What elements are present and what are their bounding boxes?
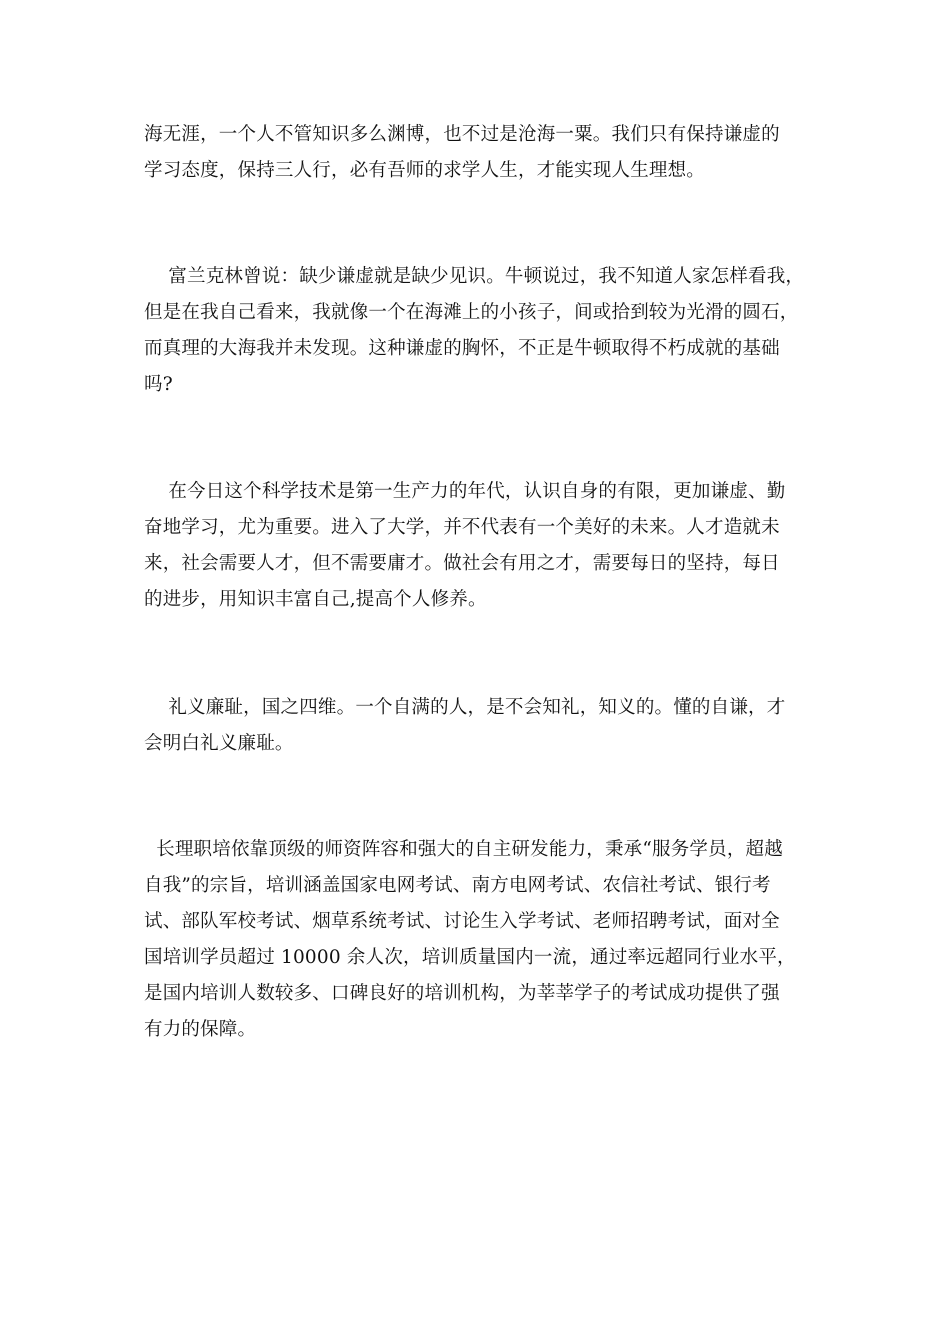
text-line: 会明白礼义廉耻。: [144, 733, 294, 754]
text-line: 奋地学习，尤为重要。进入了大学，并不代表有一个美好的未来。人才造就未: [144, 517, 780, 538]
paragraph-propriety: [144, 690, 785, 762]
text-line: 有力的保障。: [144, 1019, 257, 1040]
paragraph-training-promo: [144, 832, 796, 1048]
paragraph-humility-learning: [144, 117, 780, 189]
text-line: 是国内培训人数较多、口碑良好的培训机构，为莘莘学子的考试成功提供了强: [144, 983, 780, 1004]
text-line: 富兰克林曾说：缺少谦虚就是缺少见识。牛顿说过，我不知道人家怎样看我，: [144, 266, 805, 287]
text-line: 海无涯，一个人不管知识多么渊博，也不过是沧海一粟。我们只有保持谦虚的: [144, 124, 780, 145]
text-line: 学习态度，保持三人行，必有吾师的求学人生，才能实现人生理想。: [144, 160, 706, 181]
text-line: 长理职培依靠顶级的师资阵容和强大的自主研发能力，秉承“服务学员，超越: [144, 839, 783, 860]
text-line: 的进步，用知识丰富自己,提高个人修养。: [144, 589, 487, 610]
text-line: 国培训学员超过 10000 余人次，培训质量国内一流，通过率远超同行业水平，: [144, 947, 796, 968]
text-line: 来，社会需要人才，但不需要庸才。做社会有用之才，需要每日的坚持，每日: [144, 553, 780, 574]
text-line: 试、部队军校考试、烟草系统考试、讨论生入学考试、老师招聘考试，面对全: [144, 911, 780, 932]
text-line: 吗?: [144, 374, 173, 395]
paragraph-franklin-newton: [144, 259, 804, 403]
text-line: 在今日这个科学技术是第一生产力的年代，认识自身的有限，更加谦虚、勤: [144, 481, 786, 502]
text-line: 但是在我自己看来，我就像一个在海滩上的小孩子，间或拾到较为光滑的圆石，: [144, 302, 799, 323]
text-line: 自我”的宗旨，培训涵盖国家电网考试、南方电网考试、农信社考试、银行考: [144, 875, 771, 896]
text-line: 礼义廉耻，国之四维。一个自满的人，是不会知礼，知义的。懂的自谦，才: [144, 697, 786, 718]
paragraph-modern-era: [144, 474, 785, 618]
text-line: 而真理的大海我并未发现。这种谦虚的胸怀，不正是牛顿取得不朽成就的基础: [144, 338, 780, 359]
